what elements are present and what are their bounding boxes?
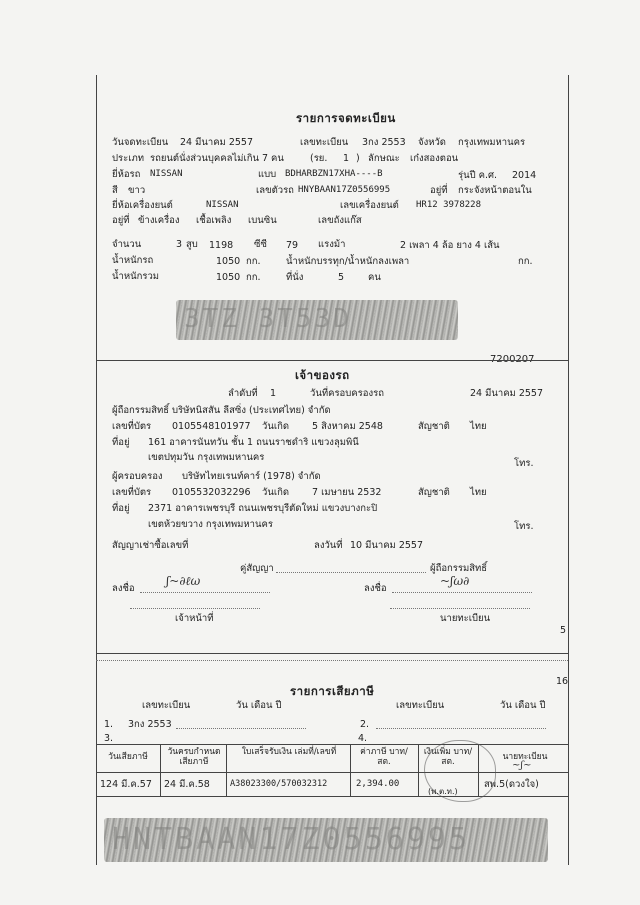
count-value: 3 bbox=[176, 239, 183, 250]
rights-addr-line2: เขตปทุมวัน กรุงเทพมหานคร bbox=[148, 452, 265, 463]
holder-dob-value: 7 เมษายน 2532 bbox=[312, 487, 382, 498]
brand-value: NISSAN bbox=[150, 169, 183, 179]
signature-officer: ʃ~∂ℓω bbox=[166, 574, 201, 588]
cyl-label: สูบ bbox=[186, 239, 198, 250]
tax-col-sep-3 bbox=[350, 744, 351, 796]
holder-id-label: เลขที่บัตร bbox=[112, 487, 152, 498]
engine-loc-label: อยู่ที่ bbox=[112, 215, 130, 226]
rights-id-label: เลขที่บัตร bbox=[112, 421, 152, 432]
order-label: ลำดับที่ bbox=[228, 388, 258, 399]
tax-col-registrar: นายทะเบียน bbox=[502, 752, 548, 762]
registrar-label: นายทะเบียน bbox=[440, 613, 491, 624]
owner-divider bbox=[96, 360, 568, 361]
style-label: ลักษณะ bbox=[368, 153, 400, 164]
tax-col-sep-2 bbox=[226, 744, 227, 796]
seat-unit: คน bbox=[368, 272, 381, 283]
rubbing-text-top: 3TZ 3T53D bbox=[184, 304, 352, 334]
year-label: รุ่นปี ค.ศ. bbox=[458, 170, 498, 181]
sign-left-name-line bbox=[130, 608, 260, 609]
location-label: อยู่ที่ bbox=[430, 185, 448, 196]
tax-row3-no: 3. bbox=[104, 733, 114, 744]
holder-id-value: 0105532032296 bbox=[172, 487, 251, 498]
seat-label: ที่นั่ง bbox=[286, 272, 304, 283]
rights-dob-label: วันเกิด bbox=[262, 421, 289, 432]
reg-date-label: วันจดทะเบียน bbox=[112, 137, 169, 148]
tax-title: รายการเสียภาษี bbox=[290, 684, 375, 698]
total-weight-unit: กก. bbox=[246, 272, 261, 283]
tax-col-date: วันเสียภาษี bbox=[108, 752, 148, 762]
tax-col-sep-1 bbox=[160, 744, 161, 796]
load-label: น้ำหนักบรรทุก/น้ำหนักลงเพลา bbox=[286, 256, 410, 267]
location-value: กระจังหน้าตอนใน bbox=[458, 185, 532, 196]
owner-title: เจ้าของรถ bbox=[295, 368, 350, 382]
brand-label: ยี่ห้อรถ bbox=[112, 169, 141, 180]
total-weight-label: น้ำหนักรวม bbox=[112, 271, 160, 282]
plate-label: เลขทะเบียน bbox=[300, 137, 349, 148]
sign-left-label: ลงชื่อ bbox=[112, 583, 135, 594]
tax-cell-amount: 2,394.00 bbox=[356, 779, 400, 789]
sign-right-name-line bbox=[390, 608, 530, 609]
tax-row2-dotline bbox=[376, 728, 546, 729]
province-value: กรุงเทพมหานคร bbox=[458, 137, 526, 148]
page-title: รายการจดทะเบียน bbox=[296, 111, 396, 125]
engine-loc-value: ข้างเครื่อง bbox=[138, 215, 180, 226]
tax-row1-dotline bbox=[176, 728, 306, 729]
holder-nat-value: ไทย bbox=[470, 487, 487, 498]
vin-rubbing-bottom bbox=[104, 818, 548, 862]
seat-value: 5 bbox=[338, 272, 345, 283]
tax-table-header-bottom bbox=[96, 772, 568, 773]
count-label: จำนวน bbox=[112, 239, 142, 250]
holder-addr-label: ที่อยู่ bbox=[112, 503, 130, 514]
vin-rubbing-top bbox=[176, 300, 458, 340]
frame-left bbox=[96, 75, 97, 865]
holder-label: ผู้ครอบครอง bbox=[112, 471, 163, 482]
rights-addr-line1: 161 อาคารนันทวัน ชั้น 1 ถนนราชดำริ แขวงลุมพินี bbox=[148, 437, 359, 448]
weight-unit: กก. bbox=[246, 256, 261, 267]
model-value: BDHARBZN17XHA----B bbox=[285, 169, 383, 179]
rubbing-text-bottom: HNTBAAN17Z0556995 bbox=[112, 822, 471, 857]
type-label: ประเภท bbox=[112, 153, 145, 164]
hp-value: 79 bbox=[286, 240, 299, 251]
tax-row1-no: 1. bbox=[104, 719, 114, 730]
cc-label: ซีซี bbox=[254, 239, 267, 250]
rights-addr-label: ที่อยู่ bbox=[112, 437, 130, 448]
weight-label: น้ำหนักรถ bbox=[112, 255, 154, 266]
total-weight-value: 1050 bbox=[216, 272, 241, 283]
tax-col-tax: ค่าภาษี บาท/สต. bbox=[360, 747, 408, 767]
party-label: คู่สัญญา bbox=[240, 563, 274, 574]
rights-nat-label: สัญชาติ bbox=[418, 421, 450, 432]
cc-value: 1198 bbox=[209, 240, 234, 251]
weight-value: 1050 bbox=[216, 256, 241, 267]
tax-plate-header-2: เลขทะเบียน bbox=[396, 700, 445, 711]
signature-registrar: ~ʃω∂ bbox=[440, 574, 470, 588]
tax-cell-receipt: A38023300/570032312 bbox=[230, 779, 328, 789]
tax-date-header-2: วัน เดือน ปี bbox=[500, 700, 546, 711]
rights-sign-label: ผู้ถือกรรมสิทธิ์ bbox=[430, 563, 488, 574]
year-value: 2014 bbox=[512, 170, 537, 181]
tax-divider bbox=[96, 653, 568, 654]
rights-tel-label: โทร. bbox=[514, 458, 534, 469]
tax-row4-no: 4. bbox=[358, 733, 368, 744]
tax-col-sep-4 bbox=[418, 744, 419, 796]
tax-date-header-1: วัน เดือน ปี bbox=[236, 700, 282, 711]
vin-value: HNYBAAN17Z0556995 bbox=[298, 185, 391, 195]
tax-divider-dots bbox=[96, 660, 568, 661]
holder-dob-label: วันเกิด bbox=[262, 487, 289, 498]
color-value: ขาว bbox=[128, 185, 146, 196]
contract-date-label: ลงวันที่ bbox=[314, 540, 343, 551]
holder-value: บริษัทไทยเรนท์คาร์ (1978) จำกัด bbox=[182, 471, 321, 482]
province-label: จังหวัด bbox=[418, 137, 446, 148]
fuel-label: เชื้อเพลิง bbox=[196, 215, 232, 226]
tax-signature: ~ʃ~ bbox=[512, 760, 532, 771]
engine-brand-value: NISSAN bbox=[206, 200, 239, 210]
tax-row1-plate: 3กง 2553 bbox=[128, 719, 172, 730]
tax-col-receipt: ใบเสร็จรับเงิน เล่มที่/เลขที่ bbox=[241, 747, 337, 757]
type-value: รถยนต์นั่งส่วนบุคคลไม่เกิน 7 คน bbox=[150, 153, 284, 164]
load-unit: กก. bbox=[518, 256, 533, 267]
sign-right-dotline bbox=[392, 592, 532, 593]
hp-label: แรงม้า bbox=[318, 239, 346, 250]
tax-page-no: 16 bbox=[556, 676, 569, 687]
order-value: 1 bbox=[270, 388, 277, 399]
sign-right-label: ลงชื่อ bbox=[364, 583, 387, 594]
rights-id-value: 0105548101977 bbox=[172, 421, 251, 432]
ry-value: 1 bbox=[343, 153, 350, 164]
style-value: เก๋งสองตอน bbox=[410, 153, 459, 164]
contract-date-value: 10 มีนาคม 2557 bbox=[350, 540, 424, 551]
sign-left-dotline bbox=[140, 592, 270, 593]
engine-brand-label: ยี่ห้อเครื่องยนต์ bbox=[112, 200, 173, 211]
model-label: แบบ bbox=[258, 169, 277, 180]
plate-value: 3กง 2553 bbox=[362, 137, 406, 148]
rights-holder-label: ผู้ถือกรรมสิทธิ์ bbox=[112, 405, 170, 416]
tax-table-top bbox=[96, 744, 568, 745]
rights-nat-value: ไทย bbox=[470, 421, 487, 432]
engine-no-label: เลขเครื่องยนต์ bbox=[340, 200, 399, 211]
tax-row2-no: 2. bbox=[360, 719, 370, 730]
tax-col-surcharge: เงินเพิ่ม บาท/สต. bbox=[423, 747, 473, 767]
tax-col-due: วันครบกำหนด เสียภาษี bbox=[167, 747, 221, 767]
holder-addr-line2: เขตห้วยขวาง กรุงเทพมหานคร bbox=[148, 519, 273, 530]
tax-cell-date: 124 มี.ค.57 bbox=[100, 779, 152, 790]
party-dotline bbox=[276, 572, 426, 573]
fuel-value: เบนซิน bbox=[248, 215, 277, 226]
engine-no-value: HR12 3978228 bbox=[416, 200, 482, 210]
holder-nat-label: สัญชาติ bbox=[418, 487, 450, 498]
frame-right bbox=[568, 75, 569, 865]
gas-label: เลขถังแก๊ส bbox=[318, 215, 362, 226]
ry-label: (รย. bbox=[310, 153, 328, 164]
possess-date-value: 24 มีนาคม 2557 bbox=[470, 388, 544, 399]
ry-close: ) bbox=[356, 153, 360, 164]
holder-tel-label: โทร. bbox=[514, 521, 534, 532]
officer-label: เจ้าหน้าที่ bbox=[175, 613, 214, 624]
tax-cell-due: 24 มี.ค.58 bbox=[164, 779, 210, 790]
tax-table-bottom bbox=[96, 796, 568, 797]
vin-label: เลขตัวรถ bbox=[256, 185, 294, 196]
tax-cell-registrar: สพ.5(ดวงใจ) bbox=[484, 779, 539, 790]
color-label: สี bbox=[112, 185, 118, 196]
axle-value: 2 เพลา 4 ล้อ ยาง 4 เส้น bbox=[400, 240, 500, 251]
reg-date-value: 24 มีนาคม 2557 bbox=[180, 137, 254, 148]
tax-stamp-note: (พ.ต.ท.) bbox=[428, 787, 458, 796]
contract-label: สัญญาเช่าซื้อเลขที่ bbox=[112, 540, 189, 551]
tax-plate-header-1: เลขทะเบียน bbox=[142, 700, 191, 711]
holder-addr-line1: 2371 อาคารเพชรบุรี ถนนเพชรบุรีตัดใหม่ แขวงบางกะปิ bbox=[148, 503, 378, 514]
owner-page-no: 5 bbox=[560, 625, 567, 636]
rights-holder-value: บริษัทนิสสัน ลีสซิ่ง (ประเทศไทย) จำกัด bbox=[172, 405, 331, 416]
rights-dob-value: 5 สิงหาคม 2548 bbox=[312, 421, 383, 432]
possess-date-label: วันที่ครอบครองรถ bbox=[310, 388, 384, 399]
